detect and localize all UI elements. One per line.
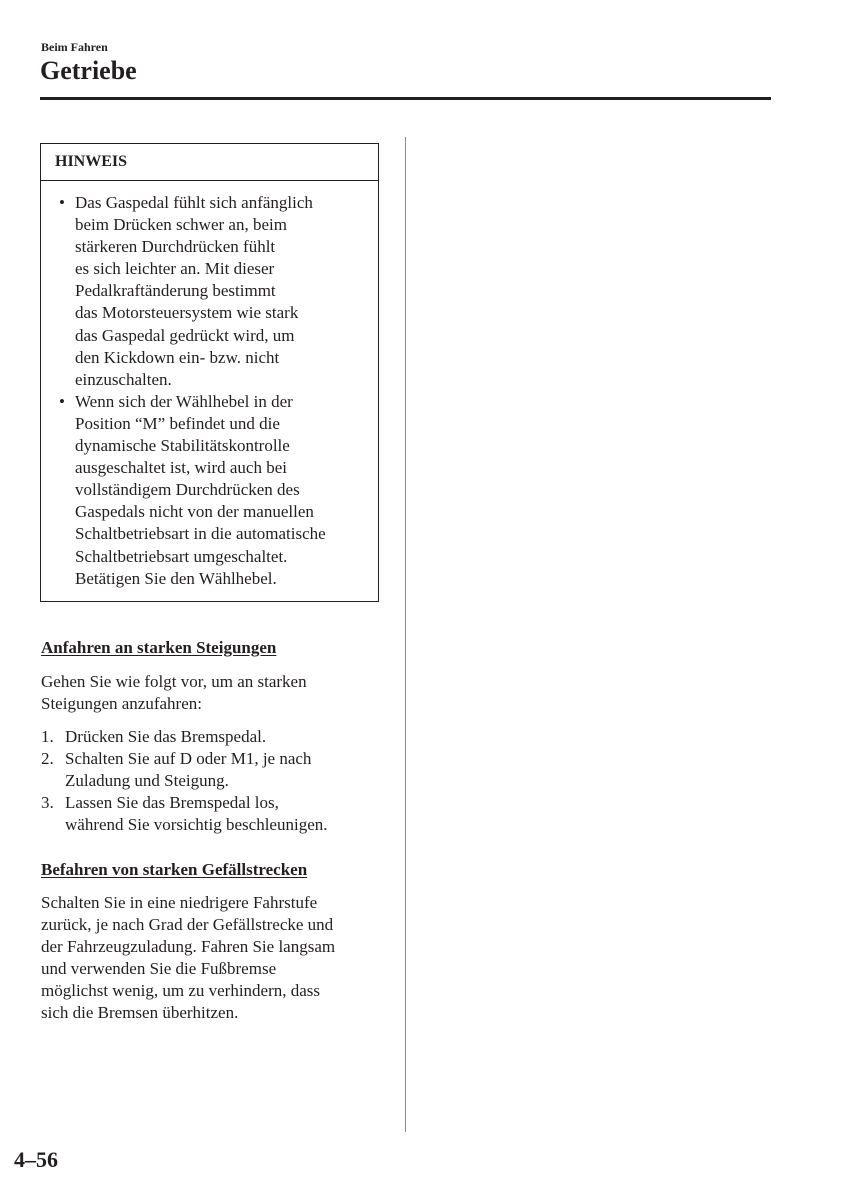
note-line: es sich leichter an. Mit dieser [75,259,275,279]
uphill-heading: Anfahren an starken Steigungen [41,638,277,657]
note-item [59,391,370,590]
note-line: beim Drücken schwer an, beim [75,215,287,235]
note-line: Schaltbetriebsart in die automatische [75,524,326,544]
note-line: ausgeschaltet ist, wird auch bei [75,458,287,478]
paragraph-line: der Fahrzeugzuladung. Fahren Sie langsam [41,937,336,957]
paragraph-line: zurück, je nach Grad der Gefällstrecke und [41,915,334,935]
note-item [59,192,370,391]
note-line: Das Gaspedal fühlt sich anfänglich [75,193,313,212]
note-box [40,143,379,602]
note-line: den Kickdown ein- bzw. nicht [75,347,280,367]
downhill-heading: Befahren von starken Gefällstrecken [41,860,308,879]
paragraph-line: Schalten Sie in eine niedrigere Fahrstufe [41,893,318,912]
step-number: 2. [41,749,54,769]
note-line: einzuschalten. [75,369,172,389]
note-line: Schaltbetriebsart umgeschaltet. [75,546,288,566]
chapter-title: Getriebe [40,56,137,85]
note-line: vollständigem Durchdrücken des [75,480,300,500]
downhill-body [41,892,335,1025]
paragraph-line: und verwenden Sie die Fußbremse [41,959,277,979]
note-line: stärkeren Durchdrücken fühlt [75,237,276,257]
note-list [41,181,378,590]
step-line: Zuladung und Steigung. [65,771,229,791]
note-heading: HINWEIS [41,144,378,181]
header-rule [40,97,771,100]
note-line: das Gaspedal gedrückt wird, um [75,325,295,345]
note-line: dynamische Stabilitätskontrolle [75,436,290,456]
uphill-steps [41,726,328,836]
step-number: 3. [41,793,54,813]
bullet-icon: • [59,391,65,411]
step-line: während Sie vorsichtig beschleunigen. [65,815,328,835]
note-line: Gaspedals nicht von der manuellen [75,502,314,522]
step-line: Lassen Sie das Bremspedal los, [65,793,279,813]
paragraph-line: Steigungen anzufahren: [41,694,202,714]
note-line: Wenn sich der Wählhebel in der [75,391,293,411]
step-item [41,792,328,836]
step-item [41,726,328,748]
note-line: das Motorsteuersystem wie stark [75,303,299,323]
paragraph-line: Gehen Sie wie folgt vor, um an starken [41,672,307,691]
step-item [41,748,328,792]
paragraph-line: möglichst wenig, um zu verhindern, dass [41,981,321,1001]
step-number: 1. [41,727,54,746]
page-number: 4–56 [14,1147,58,1172]
section-label: Beim Fahren [41,40,108,54]
paragraph-line: sich die Bremsen überhitzen. [41,1003,239,1023]
note-line: Pedalkraftänderung bestimmt [75,281,276,301]
column-divider [405,137,406,1132]
note-line: Betätigen Sie den Wählhebel. [75,568,277,588]
step-line: Schalten Sie auf D oder M1, je nach [65,749,312,769]
bullet-icon: • [59,193,65,212]
note-line: Position “M” befindet und die [75,413,280,433]
uphill-intro [41,671,307,715]
step-line: Drücken Sie das Bremspedal. [65,727,267,746]
